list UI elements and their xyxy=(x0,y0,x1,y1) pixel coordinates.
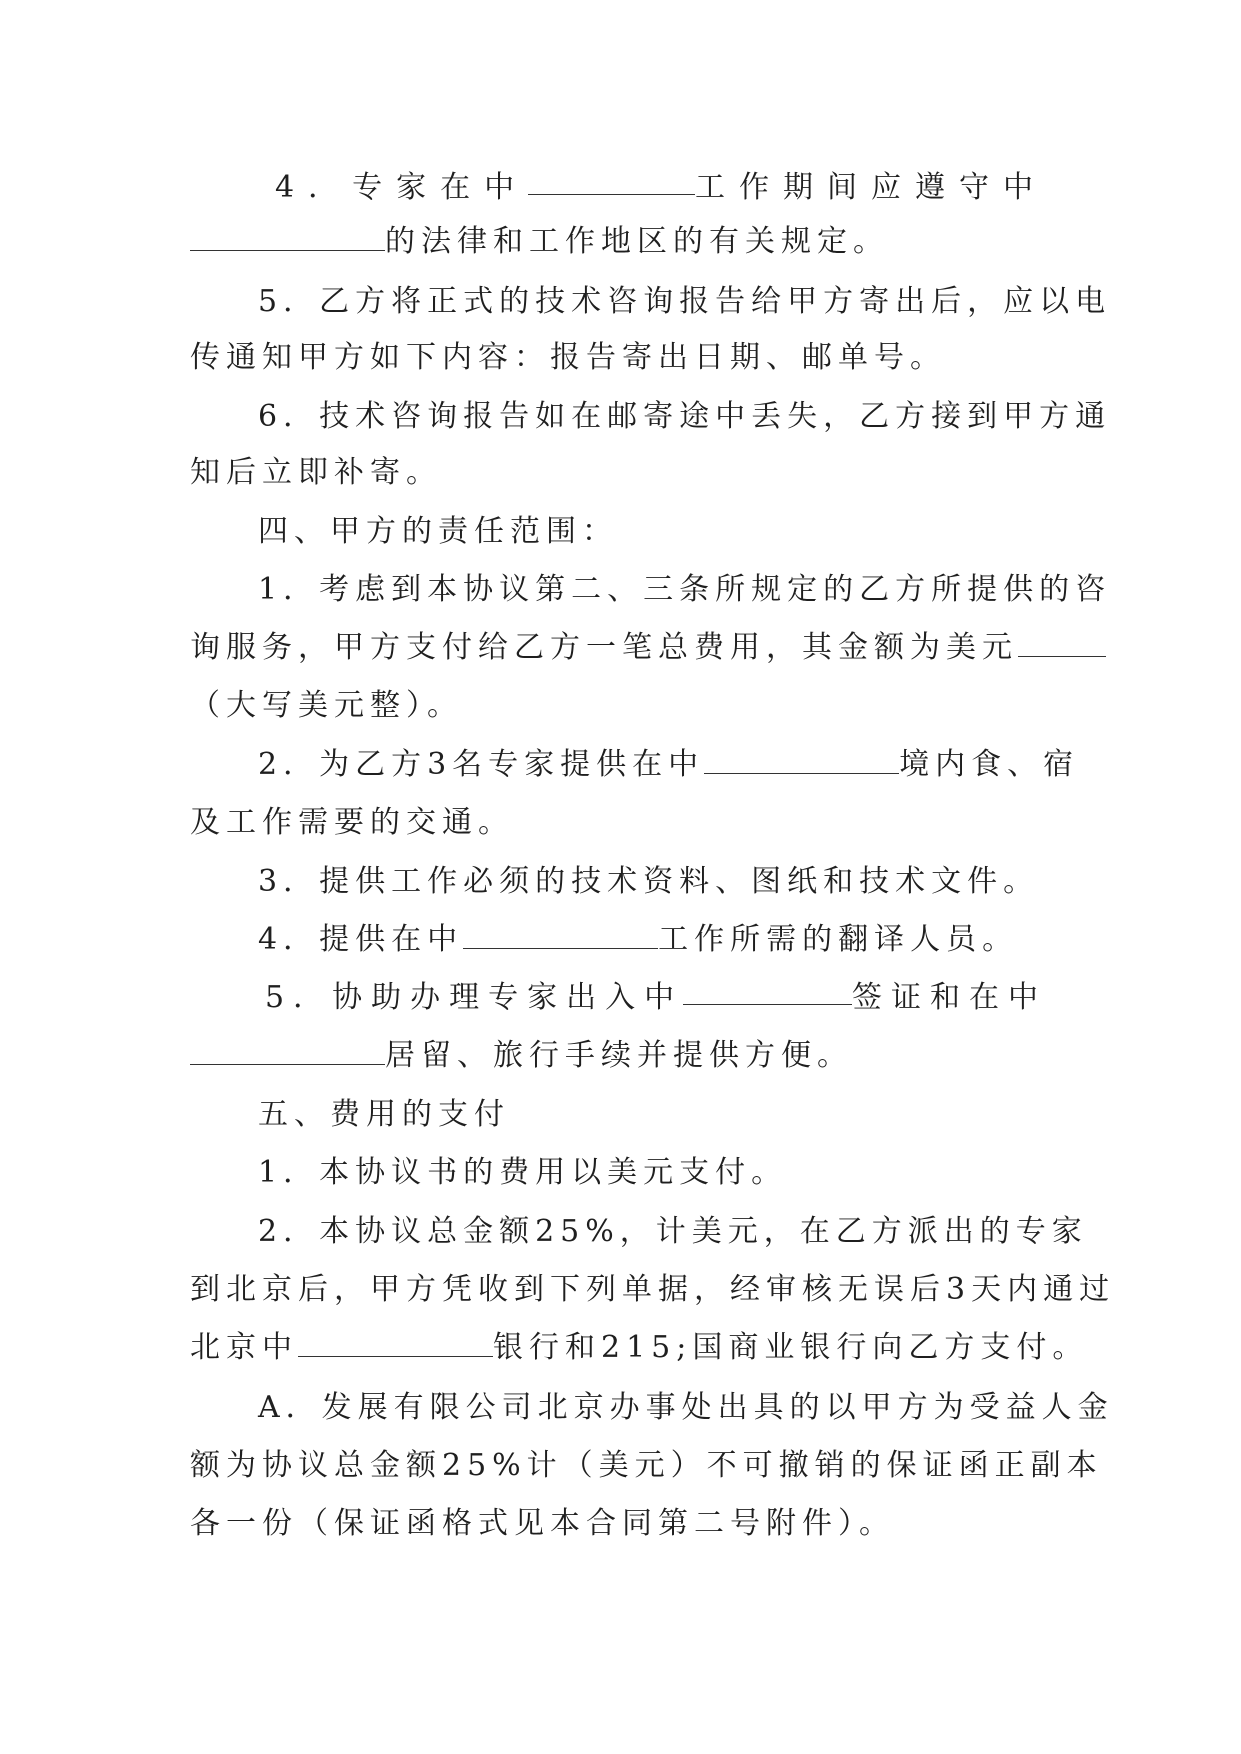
clause-text: 6．技术咨询报告如在邮寄途中丢失，乙方接到甲方通 xyxy=(258,399,1112,434)
clause-4-1-line-2 xyxy=(190,628,1050,668)
fill-blank xyxy=(528,168,695,195)
clause-3-6-line-2 xyxy=(190,453,1050,493)
clause-text: 5．协助办理专家出入中 xyxy=(265,980,684,1015)
clause-4-1-line-3 xyxy=(190,686,1050,726)
clause-5-2-line-2 xyxy=(190,1270,1116,1310)
fill-blank xyxy=(1018,630,1106,657)
clause-text: 4．专家在中 xyxy=(275,170,529,205)
clause-text: 2．为乙方3名专家提供在中 xyxy=(258,747,705,782)
clause-text: 及工作需要的交通。 xyxy=(190,805,514,840)
clause-4-2-line-1 xyxy=(258,745,1118,785)
clause-text: 1．本协议书的费用以美元支付。 xyxy=(258,1155,788,1190)
clause-4-4 xyxy=(258,920,1118,960)
fill-blank xyxy=(298,1330,493,1357)
clause-text: 传通知甲方如下内容：报告寄出日期、邮单号。 xyxy=(190,340,946,375)
clause-5-1 xyxy=(258,1153,1118,1193)
clause-3-5-line-1 xyxy=(258,282,1118,322)
clause-5-2-line-3 xyxy=(190,1328,1089,1368)
clause-4-1-line-1 xyxy=(258,570,1118,610)
fill-blank xyxy=(704,747,899,774)
clause-text: 签证和在中 xyxy=(852,980,1047,1015)
clause-text: （大写美元整）。 xyxy=(190,688,463,723)
clause-4-5-line-2 xyxy=(190,1036,1050,1076)
fill-blank xyxy=(190,224,385,251)
clause-text: 询服务，甲方支付给乙方一笔总费用，其金额为美元 xyxy=(190,630,1018,665)
clause-3-6-line-1 xyxy=(258,397,1118,437)
fill-blank xyxy=(683,978,852,1005)
fill-blank xyxy=(463,922,658,949)
clause-text: 四、甲方的责任范围： xyxy=(258,514,618,549)
clause-text: 居留、旅行手续并提供方便。 xyxy=(385,1038,853,1073)
clause-text: 4．提供在中 xyxy=(258,922,464,957)
section-four-heading xyxy=(258,512,1118,552)
clause-3-5-line-2 xyxy=(190,338,1050,378)
clause-text: 3．提供工作必须的技术资料、图纸和技术文件。 xyxy=(258,864,1040,899)
fill-blank xyxy=(190,1038,385,1065)
clause-text: A．发展有限公司北京办事处出具的以甲方为受益人金 xyxy=(258,1390,1114,1425)
clause-text: 额为协议总金额25%计（美元）不可撤销的保证函正副本 xyxy=(190,1448,1103,1483)
clause-text: 5．乙方将正式的技术咨询报告给甲方寄出后，应以电 xyxy=(258,284,1112,319)
clause-text: 银行和215;国商业银行向乙方支付。 xyxy=(493,1330,1089,1365)
clause-text: 工作所需的翻译人员。 xyxy=(658,922,1019,957)
clause-text: 知后立即补寄。 xyxy=(190,455,442,490)
clause-4-3 xyxy=(258,862,1118,902)
clause-4-2-line-2 xyxy=(190,803,1050,843)
clause-text: 境内食、宿 xyxy=(899,747,1080,782)
clause-5-a-line-3 xyxy=(190,1504,1050,1544)
clause-3-4-line-2 xyxy=(190,222,1050,262)
clause-text: 2．本协议总金额25%，计美元，在乙方派出的专家 xyxy=(258,1214,1088,1249)
clause-5-a-line-1 xyxy=(258,1388,1118,1428)
clause-5-2-line-1 xyxy=(258,1212,1118,1252)
clause-5-a-line-2 xyxy=(190,1446,1103,1486)
clause-text: 五、费用的支付 xyxy=(258,1097,510,1132)
clause-text: 的法律和工作地区的有关规定。 xyxy=(385,224,889,259)
clause-text: 到北京后，甲方凭收到下列单据，经审核无误后3天内通过 xyxy=(190,1272,1116,1307)
clause-text: 1．考虑到本协议第二、三条所规定的乙方所提供的咨 xyxy=(258,572,1112,607)
section-five-heading xyxy=(258,1095,1118,1135)
clause-text: 北京中 xyxy=(190,1330,298,1365)
clause-3-4-line-1 xyxy=(275,168,1047,208)
clause-text: 各一份（保证函格式见本合同第二号附件）。 xyxy=(190,1506,895,1541)
clause-text: 工作期间应遵守中 xyxy=(695,170,1047,205)
clause-4-5-line-1 xyxy=(265,978,1047,1018)
